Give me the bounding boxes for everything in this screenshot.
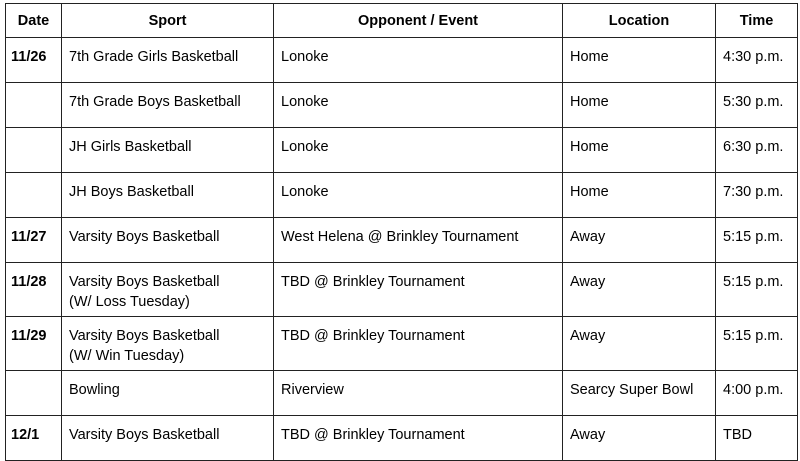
table-row <box>6 317 798 371</box>
cell-sport <box>62 218 274 263</box>
table-row <box>6 416 798 461</box>
cell-sport <box>62 173 274 218</box>
cell-sport <box>62 128 274 173</box>
sport-label: Varsity Boys Basketball <box>69 328 220 344</box>
cell-opponent: West Helena @ Brinkley Tournament <box>274 218 563 263</box>
cell-sport <box>62 38 274 83</box>
cell-opponent: TBD @ Brinkley Tournament <box>274 317 563 371</box>
header-sport: Sport <box>62 4 274 38</box>
sport-label: 7th Grade Girls Basketball <box>69 49 239 65</box>
table-row <box>6 83 798 128</box>
cell-date: 12/1 <box>6 416 62 461</box>
cell-location: Home <box>563 128 716 173</box>
table-row <box>6 263 798 317</box>
cell-opponent: TBD @ Brinkley Tournament <box>274 416 563 461</box>
cell-date: 11/27 <box>6 218 62 263</box>
cell-opponent: Lonoke <box>274 83 563 128</box>
cell-date <box>6 173 62 218</box>
schedule-container <box>5 3 798 461</box>
cell-sport <box>62 416 274 461</box>
cell-sport <box>62 263 274 317</box>
schedule-table <box>5 3 798 461</box>
cell-time: 5:15 p.m. <box>716 218 798 263</box>
cell-opponent: Lonoke <box>274 38 563 83</box>
sport-label: 7th Grade Boys Basketball <box>69 94 241 110</box>
cell-location: Home <box>563 83 716 128</box>
cell-time: 6:30 p.m. <box>716 128 798 173</box>
sport-label: Varsity Boys Basketball <box>69 274 220 290</box>
cell-location: Home <box>563 38 716 83</box>
header-opponent: Opponent / Event <box>274 4 563 38</box>
cell-time: 4:30 p.m. <box>716 38 798 83</box>
table-row <box>6 173 798 218</box>
cell-date <box>6 371 62 416</box>
cell-location: Searcy Super Bowl <box>563 371 716 416</box>
cell-location: Away <box>563 263 716 317</box>
cell-opponent: TBD @ Brinkley Tournament <box>274 263 563 317</box>
sport-note: (W/ Loss Tuesday) <box>69 294 190 310</box>
cell-date: 11/29 <box>6 317 62 371</box>
cell-time: 5:15 p.m. <box>716 317 798 371</box>
cell-time: 5:30 p.m. <box>716 83 798 128</box>
header-date: Date <box>6 4 62 38</box>
cell-location: Away <box>563 317 716 371</box>
sport-label: JH Girls Basketball <box>69 139 192 155</box>
table-row <box>6 218 798 263</box>
cell-time: TBD <box>716 416 798 461</box>
table-row <box>6 371 798 416</box>
header-location: Location <box>563 4 716 38</box>
cell-location: Home <box>563 173 716 218</box>
cell-sport <box>62 371 274 416</box>
cell-opponent: Lonoke <box>274 173 563 218</box>
cell-date <box>6 128 62 173</box>
sport-note: (W/ Win Tuesday) <box>69 348 185 364</box>
cell-date <box>6 83 62 128</box>
cell-location: Away <box>563 416 716 461</box>
cell-sport <box>62 317 274 371</box>
sport-label: Varsity Boys Basketball <box>69 229 220 245</box>
cell-date: 11/26 <box>6 38 62 83</box>
cell-time: 4:00 p.m. <box>716 371 798 416</box>
header-row <box>6 4 798 38</box>
table-row <box>6 128 798 173</box>
sport-label: JH Boys Basketball <box>69 184 194 200</box>
cell-location: Away <box>563 218 716 263</box>
cell-sport <box>62 83 274 128</box>
sport-label: Bowling <box>69 382 120 398</box>
cell-time: 5:15 p.m. <box>716 263 798 317</box>
cell-time: 7:30 p.m. <box>716 173 798 218</box>
cell-opponent: Lonoke <box>274 128 563 173</box>
header-time: Time <box>716 4 798 38</box>
cell-opponent: Riverview <box>274 371 563 416</box>
sport-label: Varsity Boys Basketball <box>69 427 220 443</box>
cell-date: 11/28 <box>6 263 62 317</box>
table-row <box>6 38 798 83</box>
